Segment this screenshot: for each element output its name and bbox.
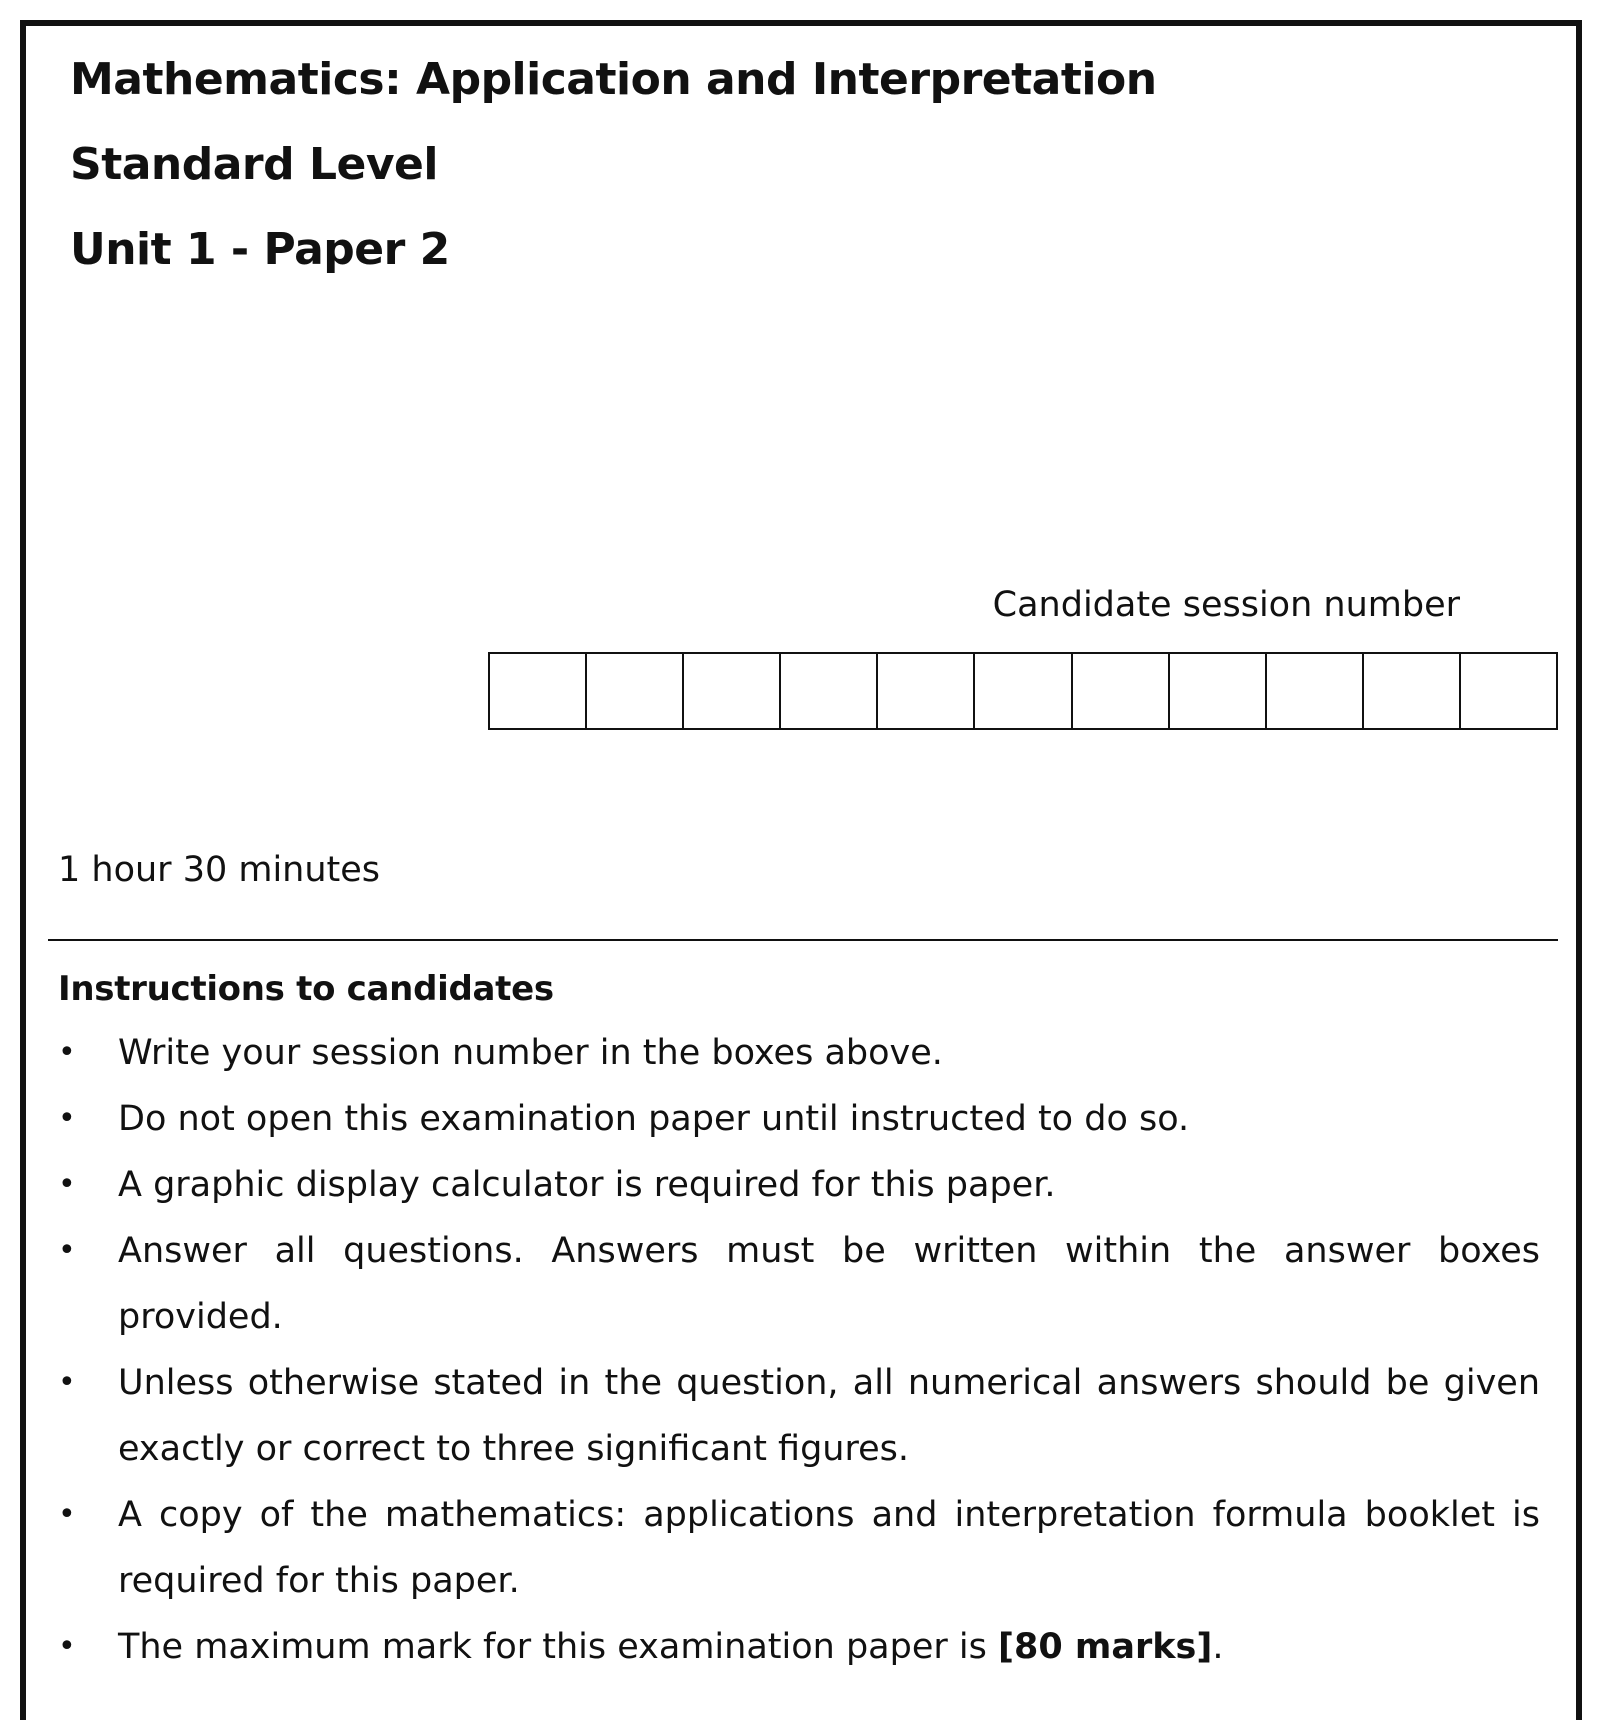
session-digit-box[interactable] — [1364, 654, 1461, 728]
bullet-icon: • — [58, 1233, 76, 1268]
instructions-heading: Instructions to candidates — [58, 969, 554, 1009]
paper-unit: Unit 1 - Paper 2 — [70, 224, 450, 275]
instruction-text-suffix: . — [1212, 1627, 1224, 1667]
session-digit-box[interactable] — [975, 654, 1072, 728]
session-digit-box[interactable] — [1170, 654, 1267, 728]
session-digit-box[interactable] — [1073, 654, 1170, 728]
session-number-label: Candidate session number — [992, 585, 1460, 625]
session-digit-box[interactable] — [587, 654, 684, 728]
instruction-item — [58, 1350, 1540, 1482]
instruction-item — [58, 1218, 1540, 1350]
instruction-item — [58, 1020, 1540, 1086]
max-marks: [80 marks] — [997, 1627, 1213, 1667]
session-digit-box[interactable] — [1461, 654, 1556, 728]
bullet-icon: • — [58, 1101, 76, 1136]
instruction-text: A graphic display calculator is required for this paper. — [118, 1165, 1056, 1205]
instruction-item — [58, 1086, 1540, 1152]
instruction-item — [58, 1152, 1540, 1218]
bullet-icon: • — [58, 1035, 76, 1070]
session-digit-box[interactable] — [490, 654, 587, 728]
bullet-icon: • — [58, 1167, 76, 1202]
exam-duration: 1 hour 30 minutes — [58, 850, 381, 890]
bullet-icon: • — [58, 1629, 76, 1664]
session-digit-box[interactable] — [684, 654, 781, 728]
instruction-text: Write your session number in the boxes above. — [118, 1033, 943, 1073]
instruction-text-prefix: The maximum mark for this examination paper is — [118, 1627, 998, 1667]
instruction-text: Do not open this examination paper until instructed to do so. — [118, 1099, 1190, 1139]
section-divider — [48, 939, 1558, 941]
instruction-text: Answer all questions. Answers must be written within the answer boxes provided. — [118, 1231, 1540, 1337]
paper-title: Mathematics: Application and Interpretation — [70, 54, 1157, 105]
session-digit-box[interactable] — [1267, 654, 1364, 728]
instruction-item — [58, 1614, 1540, 1680]
bullet-icon: • — [58, 1497, 76, 1532]
session-digit-box[interactable] — [878, 654, 975, 728]
session-digit-box[interactable] — [781, 654, 878, 728]
instructions-list — [58, 1020, 1540, 1680]
instruction-text: A copy of the mathematics: applications and interpretation formula booklet is required for this paper. — [118, 1495, 1540, 1601]
instruction-text: Unless otherwise stated in the question, all numerical answers should be given exactly or correct to three significant figures. — [118, 1363, 1540, 1469]
bullet-icon: • — [58, 1365, 76, 1400]
instruction-item — [58, 1482, 1540, 1614]
paper-level: Standard Level — [70, 139, 438, 190]
session-number-boxes — [488, 652, 1558, 730]
